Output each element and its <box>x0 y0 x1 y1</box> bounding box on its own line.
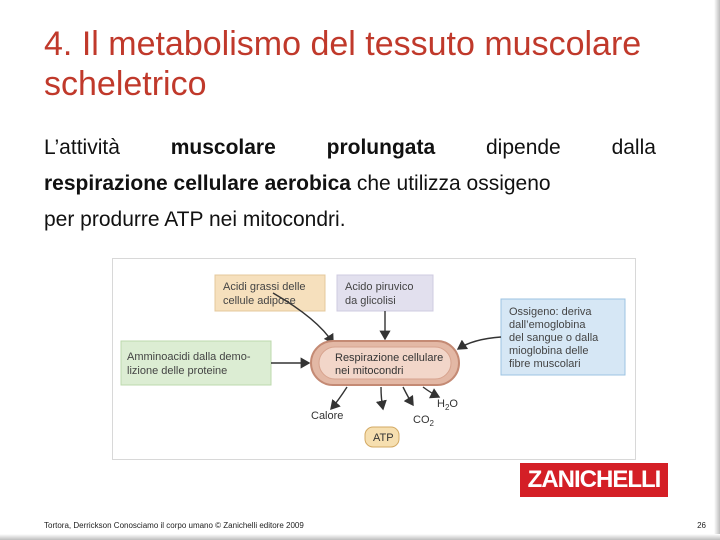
arrow-atp <box>381 387 383 409</box>
slide-shadow-right <box>714 0 720 540</box>
word-attivita: L’attività <box>44 136 120 159</box>
arrow-heat <box>331 387 347 409</box>
oxygen-label-2: dall’emoglobina <box>509 319 586 331</box>
body-line-2 <box>44 166 656 202</box>
co2-label: $CO_2$ <box>413 414 434 428</box>
title-text: Il metabolismo del tessuto muscolare scheletrico <box>44 25 642 103</box>
metabolism-diagram <box>113 259 635 459</box>
oxygen-label-1: Ossigeno: deriva <box>509 306 592 318</box>
footer-credit: Tortora, Derrickson Conosciamo il corpo umano © Zanichelli editore 2009 <box>44 521 304 530</box>
pyruvic-label-2: da glicolisi <box>345 295 396 307</box>
zanichelli-logo: ZANICHELLI <box>520 463 668 497</box>
body-line-3: per produrre ATP nei mitocondri. <box>44 208 346 231</box>
arrow-oxygen <box>458 337 501 349</box>
arrow-h2o <box>423 387 439 397</box>
word-dalla: dalla <box>611 136 656 159</box>
h2o-label: $H_2O$ <box>437 398 458 412</box>
amino-label-1: Amminoacidi dalla demo- <box>127 351 251 363</box>
mito-label-2: nei mitocondri <box>335 365 404 377</box>
mito-label-1: Respirazione cellulare <box>335 352 444 364</box>
amino-acids-box <box>121 341 271 385</box>
page-number: 26 <box>697 521 706 530</box>
fatty-acids-label-1: Acidi grassi delle <box>223 281 306 293</box>
word-muscolare: muscolare <box>170 136 276 159</box>
body-paragraph <box>44 130 656 238</box>
atp-label: ATP <box>373 432 394 444</box>
heat-label: Calore <box>311 410 344 422</box>
body-line-1 <box>44 130 656 166</box>
slide-shadow-bottom <box>0 534 720 540</box>
arrow-co2 <box>403 387 413 405</box>
pyruvic-label-1: Acido piruvico <box>345 281 414 293</box>
title-number: 4. <box>44 25 73 63</box>
amino-label-2: lizione delle proteine <box>127 365 228 377</box>
oxygen-label-5: fibre muscolari <box>509 358 581 370</box>
slide-title <box>44 24 684 104</box>
oxygen-label-4: mioglobina delle <box>509 345 589 357</box>
metabolism-figure <box>112 258 636 460</box>
bold-respirazione: respirazione cellulare aerobica <box>44 172 351 195</box>
word-dipende: dipende <box>485 136 561 159</box>
word-prolungata: prolungata <box>326 136 436 159</box>
body-line-2-rest: che utilizza ossigeno <box>350 172 551 195</box>
fatty-acids-label-2: cellule adipose <box>223 295 296 307</box>
oxygen-label-3: del sangue o dalla <box>509 332 599 344</box>
